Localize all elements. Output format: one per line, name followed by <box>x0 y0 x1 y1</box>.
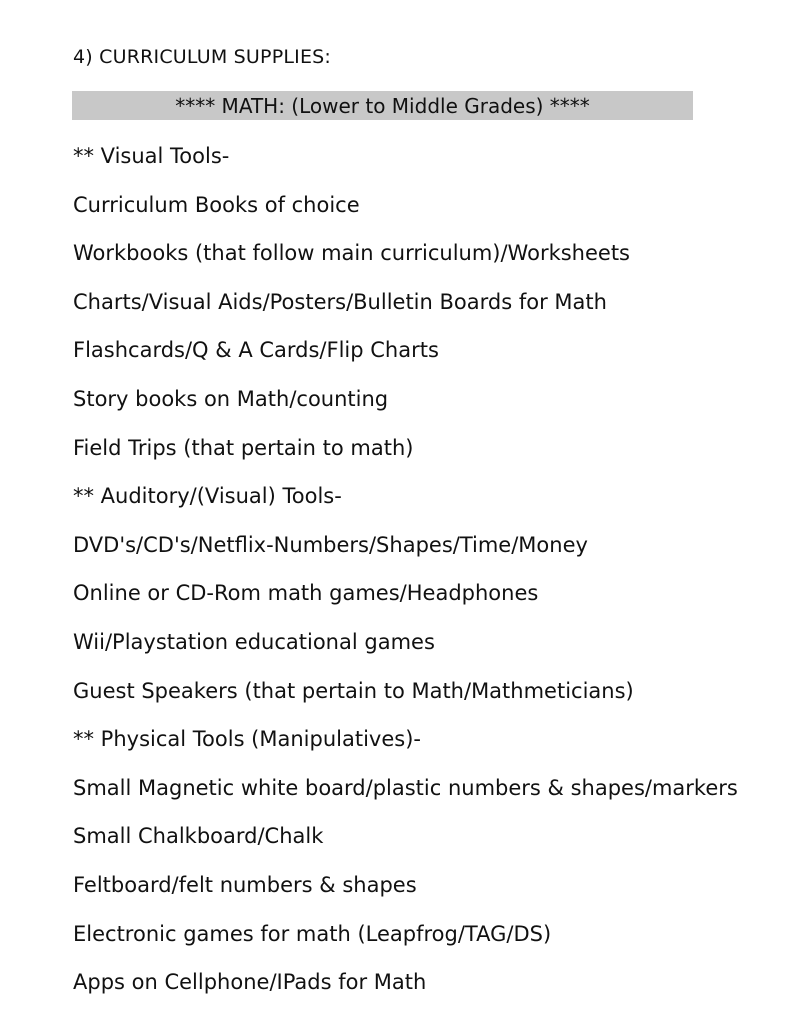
list-item: Story books on Math/counting <box>73 386 389 411</box>
list-item: Flashcards/Q & A Cards/Flip Charts <box>73 338 439 363</box>
math-banner <box>72 91 693 120</box>
list-item: ** Visual Tools- <box>73 144 230 168</box>
list-item: Electronic games for math (Leapfrog/TAG/DS) <box>73 921 552 946</box>
list-item: DVD's/CD's/Netflix-Numbers/Shapes/Time/Money <box>73 532 588 557</box>
supplies-list <box>73 141 738 1016</box>
list-item: Small Magnetic white board/plastic numbers & shapes/markers <box>73 775 738 800</box>
list-item: Online or CD-Rom math games/Headphones <box>73 581 539 606</box>
list-item: ** Auditory/(Visual) Tools- <box>73 484 342 509</box>
list-item: Workbooks (that follow main curriculum)/Worksheets <box>73 241 631 266</box>
list-item: ** Physical Tools (Manipulatives)- <box>73 727 421 752</box>
list-item: Field Trips (that pertain to math) <box>73 435 414 460</box>
list-item: Curriculum Books of choice <box>73 192 360 217</box>
list-item: Apps on Cellphone/IPads for Math <box>73 970 427 995</box>
list-item: Wii/Playstation educational games <box>73 629 435 654</box>
list-item: Charts/Visual Aids/Posters/Bulletin Boards for Math <box>73 289 607 314</box>
banner-text: **** MATH: (Lower to Middle Grades) **** <box>175 93 590 118</box>
section-heading: 4) CURRICULUM SUPPLIES: <box>73 46 332 68</box>
list-item: Feltboard/felt numbers & shapes <box>73 872 417 897</box>
list-item: Guest Speakers (that pertain to Math/Mathmeticians) <box>73 678 634 703</box>
list-item: Small Chalkboard/Chalk <box>73 824 324 849</box>
